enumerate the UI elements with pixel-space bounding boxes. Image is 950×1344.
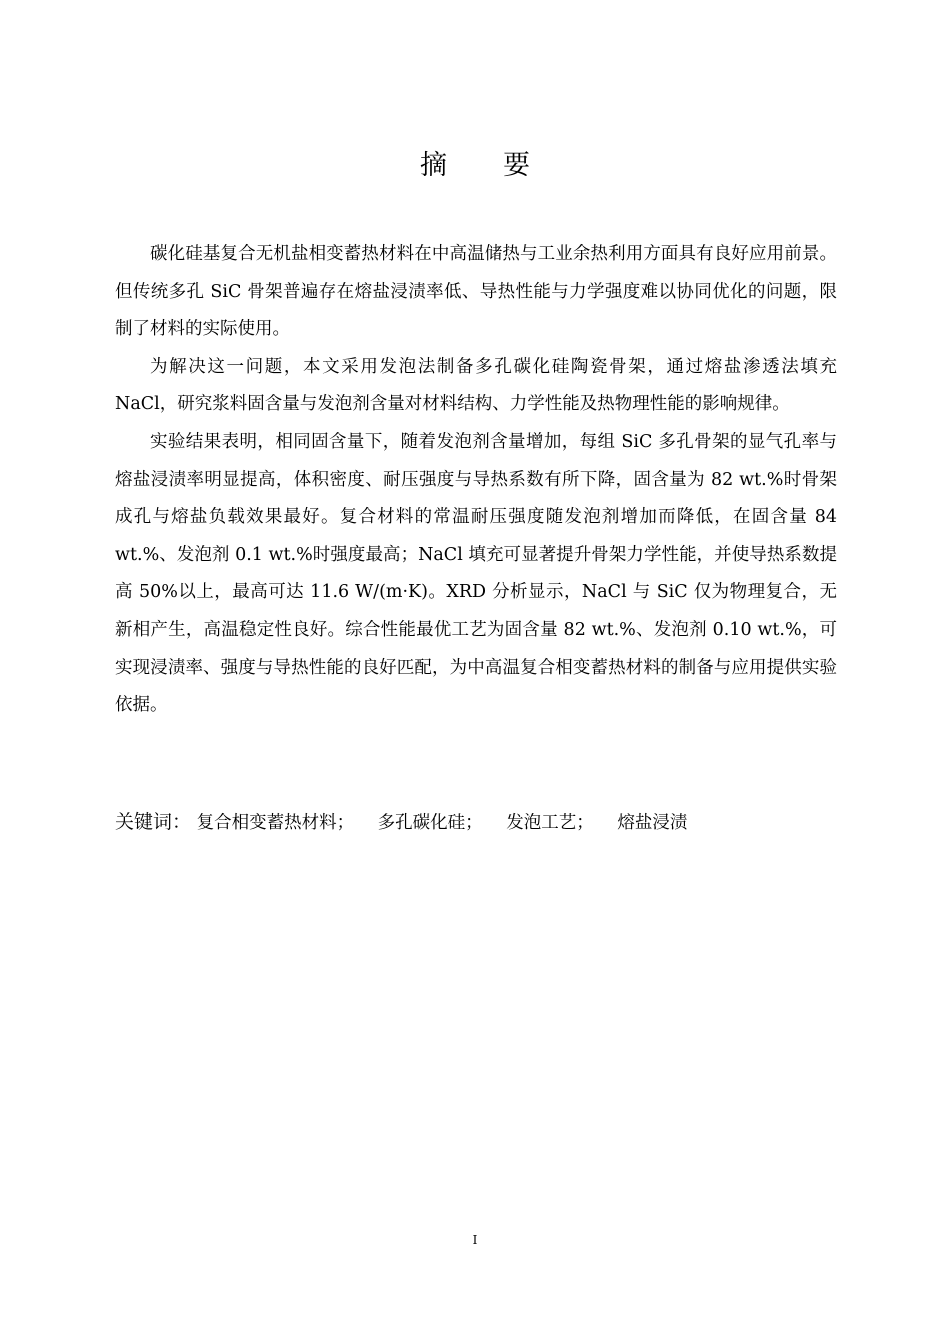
keyword-item: 多孔碳化硅； (377, 813, 483, 833)
page-title: 摘要 (420, 150, 586, 181)
keyword-item: 熔盐浸渍 (617, 813, 688, 833)
keywords-line (115, 806, 837, 839)
abstract-paragraph-1: 碳化硅基复合无机盐相变蓄热材料在中高温储热与工业余热利用方面具有良好应用前景。但传统多孔 SiC 骨架普遍存在熔盐浸渍率低、导热性能与力学强度难以协同优化的问题，限制了材料的实际使用。 (115, 244, 837, 340)
keyword-item: 复合相变蓄热材料； (196, 813, 355, 833)
abstract-paragraph-2: 为解决这一问题，本文采用发泡法制备多孔碳化硅陶瓷骨架，通过熔盐渗透法填充 NaCl，研究浆料固含量与发泡剂含量对材料结构、力学性能及热物理性能的影响规律。 (115, 356, 837, 415)
keywords-label: 关键词： (115, 811, 192, 833)
abstract-paragraph-3: 实验结果表明，相同固含量下，随着发泡剂含量增加，每组 SiC 多孔骨架的显气孔率与熔盐浸渍率明显提高，体积密度、耐压强度与导热系数有所下降，固含量为 82 wt.%时骨架成孔与熔盐负载效果最好。复合材料的常温耐压强度随发泡剂增加而降低，在固含量 84 wt.%、发泡剂 0.1 wt.%时强度最高；NaCl 填充可显著提升骨架力学性能，并使导热系数提高 50%以上，最高可达 11.6 W/(m·K)。XRD 分析显示，NaCl 与 SiC 仅为物理复合，无新相产生，高温稳定性良好。综合性能最优工艺为固含量 82 wt.%、发泡剂 0.10 wt.%，可实现浸渍率、强度与导热性能的良好匹配，为中高温复合相变蓄热材料的制备与应用提供实验依据。 (115, 431, 837, 716)
keyword-item: 发泡工艺； (506, 813, 594, 833)
abstract-body (115, 236, 837, 725)
page-number: I (472, 1233, 478, 1247)
